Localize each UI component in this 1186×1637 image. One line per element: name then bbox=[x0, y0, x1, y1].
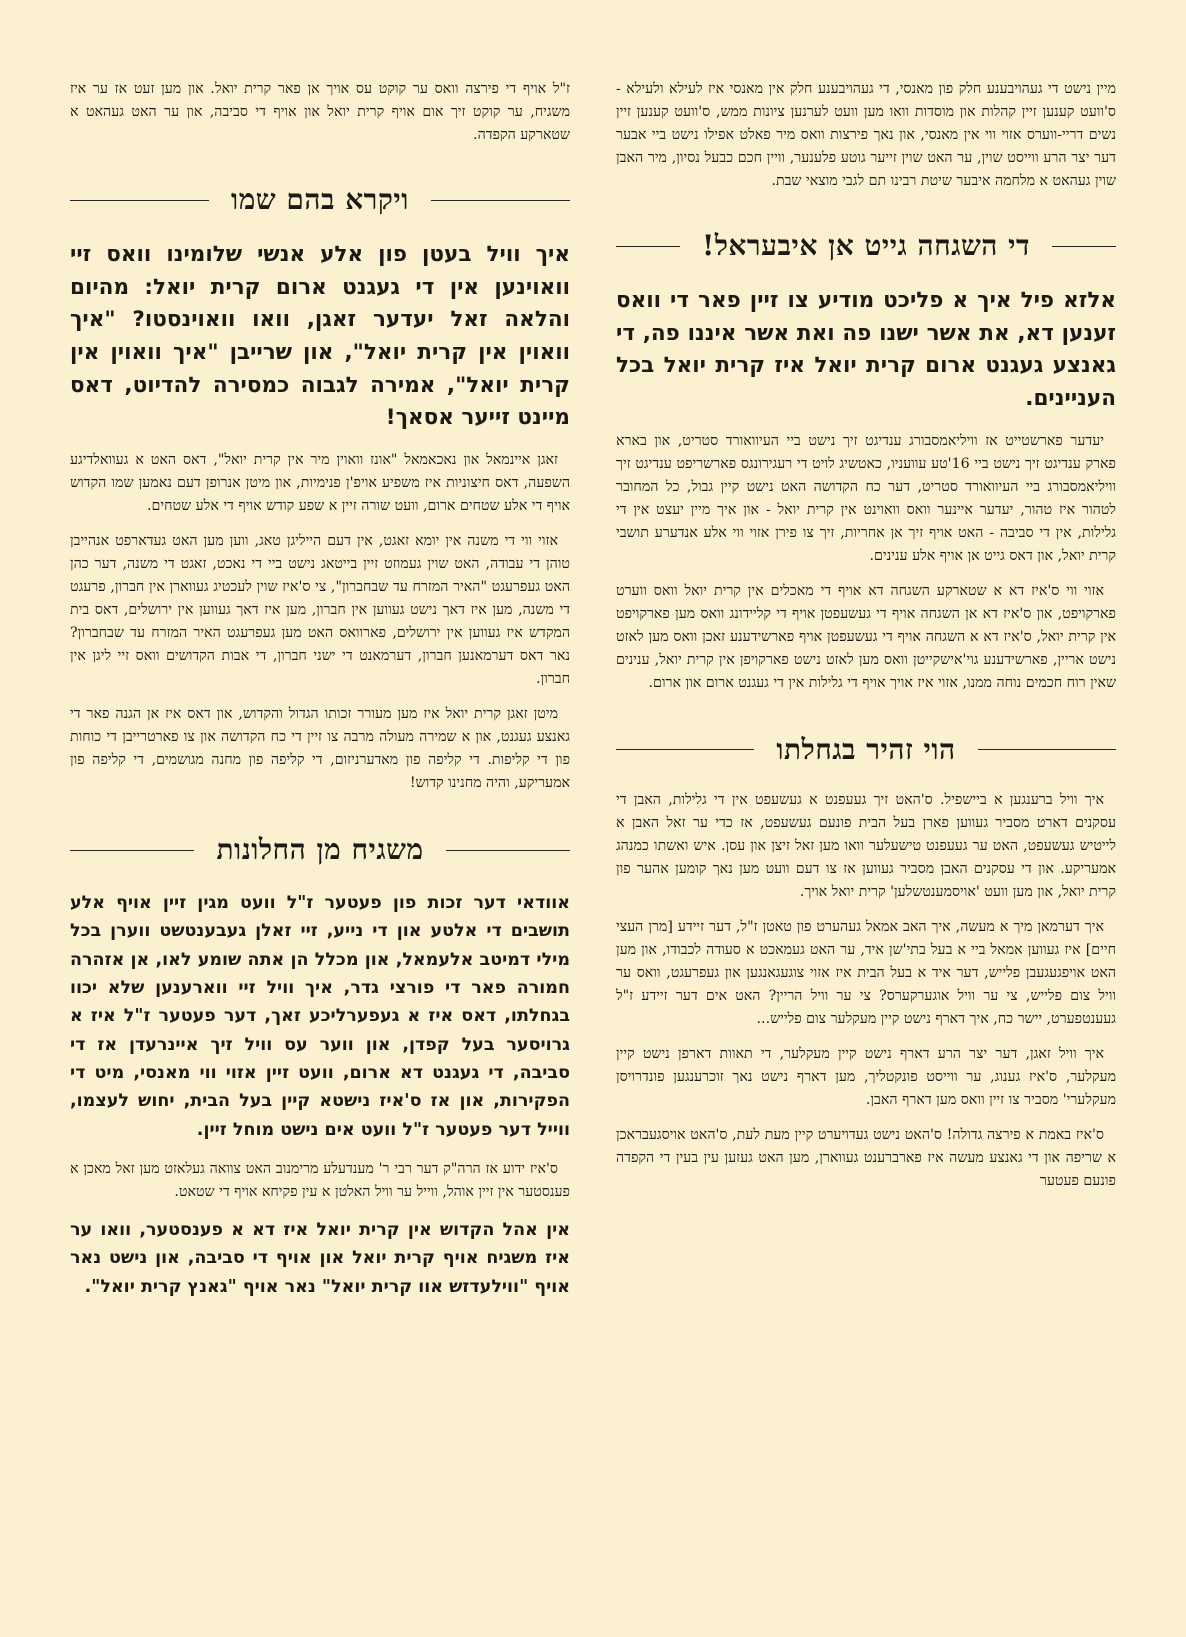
heading-rule bbox=[616, 246, 680, 247]
heading-rule bbox=[70, 850, 194, 851]
heading-rule bbox=[431, 200, 570, 201]
section-title: די השגחה גייט אן איבעראל! bbox=[702, 229, 1030, 262]
heading-rule bbox=[446, 850, 570, 851]
paragraph: אזוי ווי ס'איז דא א שטארקע השגחה דא אויף די מאכלים אין קרית יואל וואס ווערט פארקויפט, און ס'איז דא אן השגחה אויף די געשעפטן אויף די קליידונג וואס מען פארקויפט אין קרית יואל, ס'איז דא א השגחה אויף די געשעפטן אויף פארשידענע זאכן וואס מען לאזט נישט אריין, פארשידענע גוי'אישקייטן וואס מען לאזט נישט פארקויפן אין קרית יואל, ענינים שאין רוח חכמים נוחה ממנו, אזוי איז אויך אויף די גלילות אין די געגנט ארום און ארום. bbox=[616, 582, 1116, 691]
paragraph: יעדער פארשטייט אז וויליאמסבורג ענדיגט זיך נישט ביי העיוואורד סטריט, און בארא פארק ענדיגט זיך נישט ביי 16'טע עוועניו, כאטשיג לויט די רעגירונגס פארשריפט ענדיגט זיך וויליאמסבורג ביי העיוואורד סטריט, דער כח הקדושה האט נישט קיין גבול, כל המחובר לטהור איז טהור, יעדער איינער וואס וואוינט אין קרית יואל - און איך מיין יעצט אין די גלילות, אין די סביבה - האט אויף זיך אן אחריות, זיך צו פירן אזוי ווי אלע אנדערע תושבי קרית יואל, און דאס גייט אן אויף אלע ענינים. bbox=[616, 432, 1116, 564]
heading-rule bbox=[616, 749, 754, 750]
paragraph: זאגן איינמאל און נאכאמאל "אונז וואוין מיר אין קרית יואל", דאס האט א געוואלדיגע השפעה, דאס חיצוניות איז משפיע אויפ'ן פנימיות, און מיטן אנרופן דעם נאמען שמו הקדוש אויף די אלע שטחים ארום, וועט שורה זיין א שפע קודש אויף די אלע שטחים. bbox=[70, 452, 570, 515]
lead-paragraph: אלזא פיל איך א פליכט מודיע צו זיין פאר די וואס זענען דא, את אשר ישנו פה ואת אשר איננו פה, די גאנצע געגנט ארום קרית יואל איז קרית יואל בכל העניינים. bbox=[616, 288, 1116, 412]
heading-rule bbox=[70, 200, 209, 201]
paragraph: איך וויל ברענגען א ביישפיל. ס'האט זיך געעפנט א געשעפט אין די גלילות, האבן די עסקנים דארט מסביר געווען פארן בעל הבית פונעם געשעפט, אז כדי ער זאל האבן א לייטיש געשעפט, האט ער געעפנט טישעלער וואו מען זאל זיצן און עסן. איש ואשתו כמנהג אמעריקע. און די עסקנים האבן מסביר געווען אז צו דעם וועט מען נאך קומען אהער פון קרית יואל, און מען וועט 'אויסמענטשלען' קרית יואל אויך. bbox=[616, 791, 1116, 900]
paragraph: אזוי ווי די משנה אין יומא זאגט, אין דעם הייליגן טאג, ווען מען האט געדארפט אנהייבן טוהן די עבודה, האט שוין געמוזט זיין בייטאג נישט ביי די נאכט, זאגט די משנה, דער כהן האט געפרעגט "האיר המזרח עד שבחברון", צי ס'איז שוין לעכטיג געווארן אין חברון, פרעגט די משנה, מען איז דאך נישט געווען אין חברון, מען איז דאך געווען אין ירושלים, דאס בית המקדש איז געווען אין ירושלים, פארוואס האט מען געפרעגט האיר המזרח עד שבחברון? נאר דאס דערמאנען חברון, דערמאנט די ישני חברון, די אבות הקדושים וואס זיי ליגן אין חברון. bbox=[70, 533, 570, 688]
section-heading bbox=[70, 183, 570, 217]
paragraph: ס'איז ידוע אז הרה"ק דער רבי ר' מענדעלע מרימנוב האט צוואה געלאזט מען זאל מאכן א פענסטער אין זיין אוהל, ווייל ער וויל האלטן א עין פקיחא אויף די שטאט. bbox=[70, 1161, 570, 1201]
heading-rule bbox=[978, 749, 1116, 750]
section-title: ויקרא בהם שמו bbox=[231, 183, 409, 216]
paragraph: איך וויל זאגן, דער יצר הרע דארף נישט קיין מעקלער, די תאוות דארפן נישט קיין מעקלער, ס'איז גענוג, ער ווייסט פונקטליך, מען דארף נישט נאך זוכרענגען פונדרויסן מעקלערי' מסביר צו זיין וואס מען דארף האבן. bbox=[616, 1045, 1116, 1108]
section-title: משגיח מן החלונות bbox=[216, 833, 424, 867]
section-heading bbox=[70, 833, 570, 867]
section-heading bbox=[616, 733, 1116, 767]
left-column bbox=[70, 78, 570, 1608]
lead-paragraph: איך וויל בעטן פון אלע אנשי שלומינו וואס זיי וואוינען אין די געגנט ארום קרית יואל: מהיום והלאה זאל יעדער זאגן, וואו וואוינסטו? "איך וואוין אין קרית יואל", און שרייבן "איך וואוין אין קרית יואל", אמירה לגבוה כמסירה להדיוט, דאס מיינט זייער אסאך! bbox=[70, 242, 570, 431]
paragraph: ס'איז באמת א פירצה גדולה! ס'האט נישט געדויערט קיין מעת לעת, ס'האט אויסגעבראכן א שריפה און די גאנצע מעשה איז פארברענט געווארן, מען האט געזען עין בעין די הקפדה פונעם פעטער bbox=[616, 1126, 1116, 1189]
lead-paragraph: אוודאי דער זכות פון פעטער ז"ל וועט מגין זיין אויף אלע תושבים די אלטע און די נייע, זיי זאלן געבענטשט ווערן בכל מילי דמיטב אלעמאל, און מכלל הן אתה שומע לאו, אן אזהרה חמורה פאר די פורצי גדר, איך וויל זיי ווארענען שלא יכוו בגחלתו, דאס איז א געפערליכע זאך, דער פעטער ז"ל איז א גרויסער בעל קפדן, און ווער עס וויל זיך איינרעדן אז די סביבה, די געגנט דא ארום, וועט זיין אזוי ווי מאנסי, מיט די הפקירות, און אז ס'איז נישטא קיין בעל הבית, יחוש לעצמו, ווייל דער פעטער ז"ל וועט אים נישט מוחל זיין. bbox=[70, 893, 570, 1140]
paragraph: ז"ל אויף די פירצה וואס ער קוקט עס אויך אן פאר קרית יואל. און מען זעט אז ער איז משגיח, ער קוקט זיך אום אויף קרית יואל און אויף די סביבה, און ער האט געהאט א שטארקע הקפדה. bbox=[70, 81, 570, 143]
right-column bbox=[616, 78, 1116, 1608]
paragraph: איך דערמאן מיך א מעשה, איך האב אמאל געהערט פון טאטן ז"ל, דער זיידע [מרן העצי חיים] איז געווען אמאל ביי א בעל בתי'שן איד, ער האט געמאכט א סעודה לכבודו, און מען האט אויפגעגעבן פלייש, דער איד א בעל הבית איז אזוי צוגעגאנגען און געפרעגט, וואס ער וויל צום פלייש, צי ער וויל אוגערקערס? צי ער וויל הריין? האט אים דער זיידע ז"ל געענטפערט, יישר כח, איך דארף נישט קיין מעקלער צום פלייש... bbox=[616, 918, 1116, 1027]
section-title: הוי זהיר בגחלתו bbox=[776, 732, 956, 766]
heading-rule bbox=[1052, 246, 1116, 247]
paragraph: מיין נישט די געהויבענע חלק פון מאנסי, די געהויבענע חלק אין מאנסי איז לעילא ולעילא - ס'וועט קענען זיין קהלות און מוסדות וואו מען וועט לערנען ציונות ממש, ס'וועט קענען זיין נשים דריי-ווערס אזוי ווי אין מאנסי, און נאך פירצות וואס מיר פאלט אפילו נישט ביי אבער דער יצר הרע ווייסט שוין, ער האט שוין זייער גוטע פלענער, וויין חכם כבעל נסיון, מיר האבן שוין געהאט א מלחמה איבער שיטת רבינו תם לגבי מוצאי שבת. bbox=[616, 81, 1116, 189]
paragraph: מיטן זאגן קרית יואל איז מען מעורר זכותו הגדול והקדוש, און דאס איז אן הגנה פאר די גאנצע געגנט, און א שמירה מעולה מרבה צו זיין די כח הקדושה און צו פארטרייבן די כוחות פון די קליפות. די קליפה פון מאדערניזום, די קליפה פון מחנה מגושמים, די קליפה פון אמעריקע, והיה מחנינו קדוש! bbox=[70, 706, 570, 792]
section-heading bbox=[616, 229, 1116, 263]
lead-paragraph: אין אהל הקדוש אין קרית יואל איז דא א פענסטער, וואו ער איז משגיח אויף קרית יואל און אויף די סביבה, און נישט נאר אויף "ווילעדזש אוו קרית יואל" נאר אויף "גאנץ קרית יואל". bbox=[70, 1220, 570, 1297]
